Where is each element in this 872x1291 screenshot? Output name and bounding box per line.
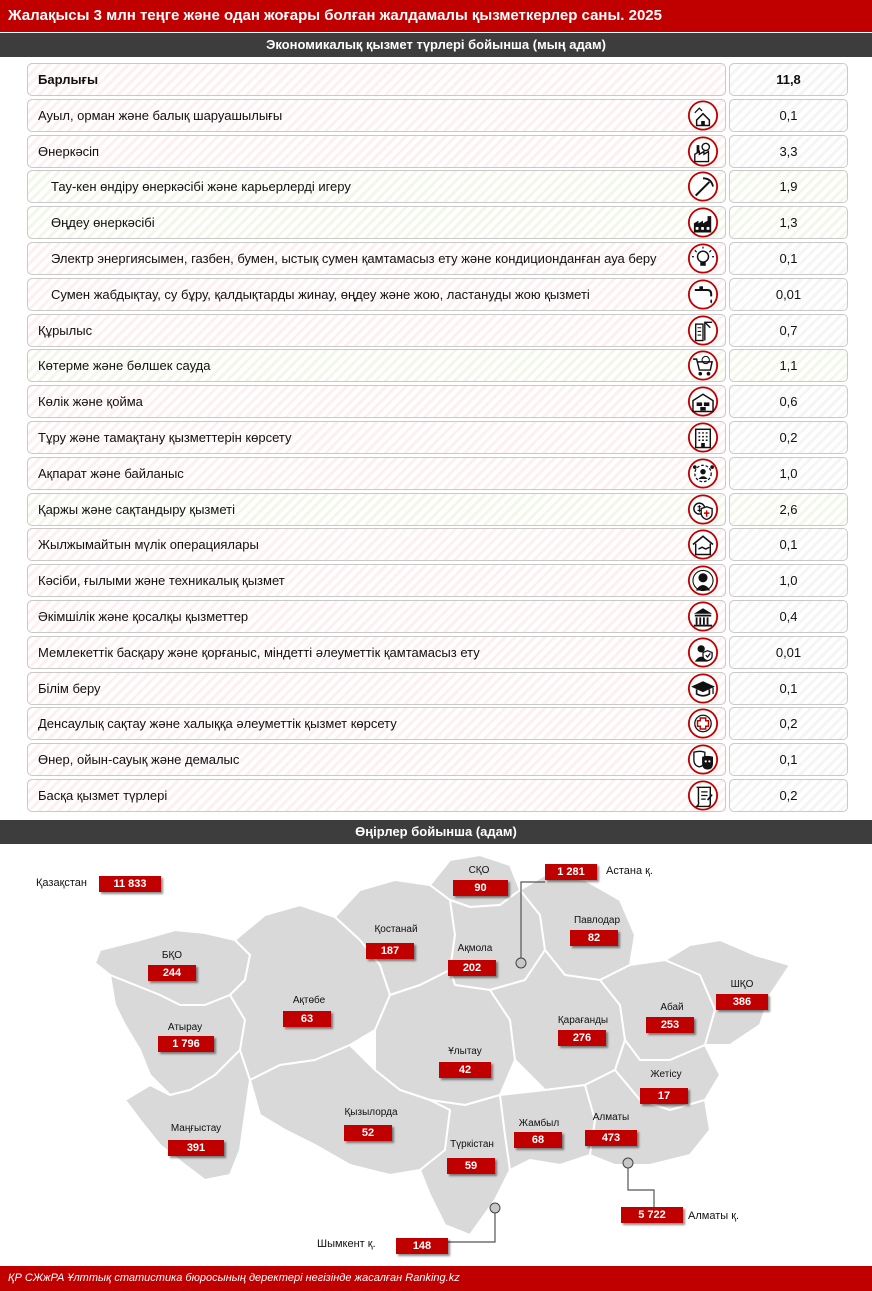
row-label: Ақпарат және байланыс <box>27 457 726 490</box>
region-value: 17 <box>640 1088 688 1104</box>
table-row <box>27 170 848 203</box>
row-label: Жылжымайтын мүлік операциялары <box>27 528 726 561</box>
region-name: СҚО <box>468 865 490 876</box>
region-value: 202 <box>448 960 496 976</box>
region-name: ШҚО <box>730 979 754 990</box>
region-name: Қостанай <box>374 924 418 935</box>
row-value: 1,0 <box>729 457 848 490</box>
table-row <box>27 457 848 490</box>
city-value: 148 <box>396 1238 448 1254</box>
leader-line-almaty-city <box>628 1163 654 1213</box>
row-label: Тау-кен өндіру өнеркәсібі және карьерлерді игеру <box>27 170 726 203</box>
row-label: Кәсіби, ғылыми және техникалық қызмет <box>27 564 726 597</box>
footer-source: ҚР СЖжРА Ұлттық статистика бюросының деректері негізінде жасалған Ranking.kz <box>0 1266 872 1291</box>
city-value: 1 281 <box>545 864 597 880</box>
row-value: 0,01 <box>729 278 848 311</box>
section-title-regions: Өңірлер бойынша (адам) <box>0 820 872 844</box>
region-value: 42 <box>439 1062 491 1078</box>
city-value: 5 722 <box>621 1207 683 1223</box>
row-label: Көтерме және бөлшек сауда <box>27 349 726 382</box>
table-row <box>27 278 848 311</box>
row-value: 2,6 <box>729 493 848 526</box>
row-label: Тұру және тамақтану қызметтерін көрсету <box>27 421 726 454</box>
row-label: Мемлекеттік басқару және қорғаныс, міндетті әлеуметтік қамтамасыз ету <box>27 636 726 669</box>
region-value: 244 <box>148 965 196 981</box>
region-name: Маңғыстау <box>170 1123 222 1134</box>
region-name: Алматы <box>592 1112 630 1123</box>
city-dot-shymkent <box>490 1203 500 1213</box>
hotel-icon <box>686 422 720 453</box>
regions-map <box>0 845 872 1265</box>
row-label: Қаржы және сақтандыру қызметі <box>27 493 726 526</box>
row-label: Басқа қызмет түрлері <box>27 779 726 812</box>
pickaxe-icon <box>686 171 720 202</box>
table-row <box>27 206 848 239</box>
admin-building-icon <box>686 601 720 632</box>
region-name: Павлодар <box>573 915 621 926</box>
row-value: 11,8 <box>729 63 848 96</box>
row-value: 1,3 <box>729 206 848 239</box>
region-value: 59 <box>447 1158 495 1174</box>
scientist-icon <box>686 565 720 596</box>
city-name: Астана қ. <box>606 865 653 877</box>
theater-masks-icon <box>686 744 720 775</box>
page-title: Жалақысы 3 млн теңге және одан жоғары болған жалдамалы қызметкерлер саны. 2025 <box>0 0 872 32</box>
row-value: 0,1 <box>729 242 848 275</box>
table-row <box>27 63 848 96</box>
region-name: Қарағанды <box>557 1015 609 1026</box>
row-value: 0,2 <box>729 779 848 812</box>
region-name: Абай <box>660 1002 684 1013</box>
row-value: 0,2 <box>729 707 848 740</box>
row-label: Өнер, ойын-сауық және демалыс <box>27 743 726 776</box>
network-icon <box>686 458 720 489</box>
row-value: 0,4 <box>729 600 848 633</box>
construction-icon <box>686 315 720 346</box>
row-label: Электр энергиясымен, газбен, бумен, ыстық сумен қамтамасыз ету және кондиционданған ауа беру <box>27 242 726 275</box>
row-label: Барлығы <box>27 63 726 96</box>
faucet-icon <box>686 279 720 310</box>
table-row <box>27 743 848 776</box>
row-value: 0,01 <box>729 636 848 669</box>
region-name: БҚО <box>161 950 183 961</box>
real-estate-icon <box>686 529 720 560</box>
row-label: Өңдеу өнеркәсібі <box>27 206 726 239</box>
row-label: Сумен жабдықтау, су бұру, қалдықтарды жинау, өңдеу және жою, ластануды жою қызметі <box>27 278 726 311</box>
table-row <box>27 242 848 275</box>
row-label: Құрылыс <box>27 314 726 347</box>
graduation-cap-icon <box>686 673 720 704</box>
row-label: Әкімшілік және қосалқы қызметтер <box>27 600 726 633</box>
region-name: Ұлытау <box>448 1046 482 1057</box>
region-value: 1 796 <box>158 1036 214 1052</box>
row-value: 0,1 <box>729 672 848 705</box>
table-row <box>27 779 848 812</box>
row-value: 0,1 <box>729 99 848 132</box>
table-row <box>27 600 848 633</box>
region-value: 90 <box>453 880 508 896</box>
region-value: 253 <box>646 1017 694 1033</box>
region-name: Жетісу <box>650 1069 682 1080</box>
warehouse-icon <box>686 386 720 417</box>
city-dot-almaty <box>623 1158 633 1168</box>
city-dot-astana <box>516 958 526 968</box>
government-icon <box>686 637 720 668</box>
scroll-icon <box>686 780 720 811</box>
row-value: 0,1 <box>729 528 848 561</box>
region-value: 187 <box>366 943 414 959</box>
factory-icon <box>686 207 720 238</box>
city-name: Шымкент қ. <box>317 1238 376 1250</box>
region-value: 386 <box>716 994 768 1010</box>
region-name: Ақтөбе <box>292 995 326 1006</box>
region-value: 82 <box>570 930 618 946</box>
health-icon <box>686 708 720 739</box>
region-value: 63 <box>283 1011 331 1027</box>
row-label: Көлік және қойма <box>27 385 726 418</box>
total-value: 11 833 <box>99 876 161 892</box>
table-row <box>27 707 848 740</box>
region-value: 473 <box>585 1130 637 1146</box>
lightbulb-icon <box>686 243 720 274</box>
table-row <box>27 672 848 705</box>
region-value: 52 <box>344 1125 392 1141</box>
total-name: Қазақстан <box>36 877 87 889</box>
row-label: Білім беру <box>27 672 726 705</box>
row-label: Ауыл, орман және балық шаруашылығы <box>27 99 726 132</box>
region-value: 391 <box>168 1140 224 1156</box>
industry-icon <box>686 136 720 167</box>
city-name: Алматы қ. <box>688 1210 740 1222</box>
region-name: Ақмола <box>457 943 493 954</box>
region-value: 276 <box>558 1030 606 1046</box>
table-row <box>27 636 848 669</box>
region-name: Атырау <box>167 1022 203 1033</box>
row-label: Өнеркәсіп <box>27 135 726 168</box>
row-value: 1,0 <box>729 564 848 597</box>
region-value: 68 <box>514 1132 562 1148</box>
table-row <box>27 99 848 132</box>
row-value: 1,1 <box>729 349 848 382</box>
section-title-activity: Экономикалық қызмет түрлері бойынша (мың адам) <box>0 33 872 57</box>
cart-icon <box>686 350 720 381</box>
finance-shield-icon <box>686 494 720 525</box>
region-name: Қызылорда <box>344 1107 398 1118</box>
row-value: 0,2 <box>729 421 848 454</box>
row-value: 3,3 <box>729 135 848 168</box>
row-value: 0,7 <box>729 314 848 347</box>
farm-icon <box>686 100 720 131</box>
row-value: 1,9 <box>729 170 848 203</box>
region-name: Жамбыл <box>518 1118 560 1129</box>
row-value: 0,6 <box>729 385 848 418</box>
row-label: Денсаулық сақтау және халыққа әлеуметтік қызмет көрсету <box>27 707 726 740</box>
table-row <box>27 421 848 454</box>
row-value: 0,1 <box>729 743 848 776</box>
table-row <box>27 564 848 597</box>
table-row <box>27 385 848 418</box>
table-row <box>27 493 848 526</box>
table-row <box>27 314 848 347</box>
table-row <box>27 135 848 168</box>
region-name: Түркістан <box>450 1139 494 1150</box>
table-row <box>27 349 848 382</box>
table-row <box>27 528 848 561</box>
